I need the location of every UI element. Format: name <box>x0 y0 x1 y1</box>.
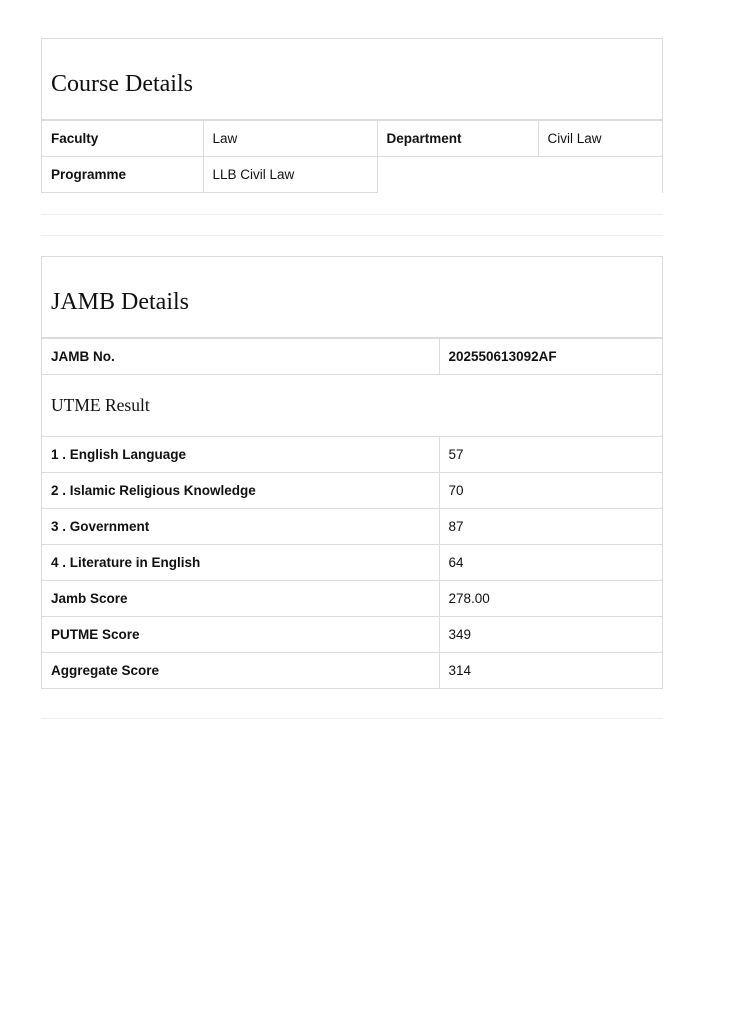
table-row <box>42 653 662 689</box>
department-label: Department <box>377 121 538 157</box>
putme-score-value: 349 <box>439 617 662 653</box>
jamb-no-label: JAMB No. <box>42 339 439 375</box>
table-row <box>42 581 662 617</box>
table-row <box>42 121 662 157</box>
jamb-details-title: JAMB Details <box>42 257 662 338</box>
divider <box>41 235 663 236</box>
empty-cell <box>377 157 662 193</box>
course-details-table <box>42 120 662 193</box>
subject-score: 70 <box>439 473 662 509</box>
table-row <box>42 437 662 473</box>
jamb-details-panel <box>41 256 663 689</box>
utme-result-heading: UTME Result <box>42 375 662 437</box>
programme-value: LLB Civil Law <box>203 157 377 193</box>
department-value: Civil Law <box>538 121 662 157</box>
divider <box>41 214 663 215</box>
table-row <box>42 157 662 193</box>
jamb-no-value: 202550613092AF <box>439 339 662 375</box>
table-row <box>42 545 662 581</box>
jamb-score-label: Jamb Score <box>42 581 439 617</box>
table-row <box>42 617 662 653</box>
divider <box>41 718 663 719</box>
table-row <box>42 339 662 375</box>
aggregate-score-value: 314 <box>439 653 662 689</box>
subject-score: 57 <box>439 437 662 473</box>
subject-label: 1 . English Language <box>42 437 439 473</box>
subject-score: 64 <box>439 545 662 581</box>
table-row <box>42 473 662 509</box>
subject-label: 4 . Literature in English <box>42 545 439 581</box>
jamb-details-table <box>42 338 662 689</box>
faculty-label: Faculty <box>42 121 203 157</box>
subject-label: 3 . Government <box>42 509 439 545</box>
jamb-score-value: 278.00 <box>439 581 662 617</box>
table-row <box>42 509 662 545</box>
subject-score: 87 <box>439 509 662 545</box>
aggregate-score-label: Aggregate Score <box>42 653 439 689</box>
course-details-panel <box>41 38 663 193</box>
programme-label: Programme <box>42 157 203 193</box>
course-details-title: Course Details <box>42 39 662 120</box>
table-row <box>42 375 662 437</box>
putme-score-label: PUTME Score <box>42 617 439 653</box>
subject-label: 2 . Islamic Religious Knowledge <box>42 473 439 509</box>
faculty-value: Law <box>203 121 377 157</box>
